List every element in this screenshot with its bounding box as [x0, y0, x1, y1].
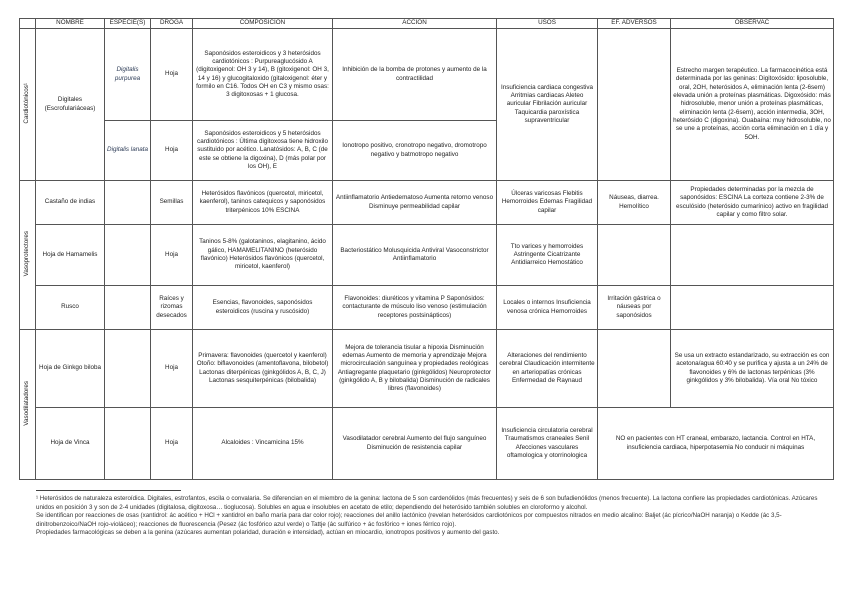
header-composicion: COMPOSICIÓN [193, 19, 333, 29]
footnotes [36, 490, 826, 538]
footnote-2: Se identifican por reacciones de osas (xantidrol: ác acético + HCl + xantidrol en baño maría para dar color rojo); reacciones del anillo lactónico (revelan heterósidos cardiotónicos por compuestos nitrados en medio alcalino: Baljet (ác pícrico/NaOH naranja) o Kedde (ác 3,5-dinitrobenzoico/NaOH rojo-violáceo); reacciones de fluorescencia (Pesez (ác fosfórico azul verde) o Tattje (ác sulfúrico + ác fosfórico + iones férrico rojo). [36, 512, 782, 528]
table-row [20, 225, 834, 286]
adversos-cell: Náuseas, diarrea. Hemolítico [598, 181, 671, 225]
observac-cell: Propiedades determinadas por la mezcla de saponósidos: ESCINA La corteza contiene 2-3% de esculósido (heterósido cumarínico) activo en fragilidad capilar y como filtro solar. [671, 181, 834, 225]
header-observac: OBSERVAC [671, 19, 834, 29]
footnote-1: ¹ Heterósidos de naturaleza esteroídica. Digitales, estrofantos, escila o convalaria. Se diferencian en el miembro de la genina: lactona de 5 son cardenólidos (más frecuentes) y seis de 6 son bufadienólidos (menos frecuente). La lactona confiere las propiedades cardiotónicas. Azúcares unidos en posición 3 y son de 2-4 unidades (digitalosa, digitoxosa… tioglucosa). Solubles en agua e insolubles en acetato de etilo; dependiendo del heterósido también solubles en cloroformo y alcohol. [36, 495, 818, 511]
especie-cell: Digitalis lanata [105, 121, 151, 181]
category-cell [20, 181, 36, 330]
table-row [20, 181, 834, 225]
header-adversos: EF. ADVERSOS [598, 19, 671, 29]
footnote-3: Propiedades farmacológicas se deben a la genina (azúcares aumentan polaridad, duración e intensidad), actúan en miocardio, ionotropos positivos y aumento del gasto. [36, 529, 500, 537]
usos-cell: Insuficiencia cardiaca congestiva Arritmias cardiacas Aleteo auricular Fibrilación auricular Taquicardia paroxística supraventricular [497, 29, 598, 181]
composicion-cell: Esencias, flavonoides, saponósidos esteroidicos (ruscina y ruscósido) [193, 286, 333, 330]
composicion-cell: Saponósidos esteroidicos y 3 heterósidos cardiotónicos : Purpureaglucósido A (digitoxigenol: OH 3 y 14), B (gitoxigenol: OH 3, 14 y 16) y glucogitaloxido (gitaloxigenol: éter y formilo en C16. Todos OH en C3 y mismo osas: 3 digitoxosas + 1 glucosa. [193, 29, 333, 121]
especie-cell [105, 408, 151, 480]
document-page [19, 18, 833, 480]
especie-cell [105, 181, 151, 225]
accion-cell: Mejora de tolerancia tisular a hipoxia Disminución edemas Aumento de memoria y aprendizaje Mejora microcirculación sanguínea y propiedades reológicas Antiagregante plaquetario (ginkgólidos) Neuroprotector (ginkgólido A, B y bilobalida) Disminución de radicales libres (flavonoides) [333, 330, 497, 408]
droga-cell: Hoja [151, 330, 193, 408]
header-usos: USOS [497, 19, 598, 29]
adversos-observac-cell: NO en pacientes con HT craneal, embarazo, lactancia. Control en HTA, insuficiencia cardiaca, hiperpotasemia No conducir ni máquinas [598, 408, 834, 480]
header-nombre: NOMBRE [36, 19, 105, 29]
accion-cell: Antiinflamatorio Antiedematoso Aumenta retorno venoso Disminuye permeabilidad capilar [333, 181, 497, 225]
observac-cell: Se usa un extracto estandarizado, su extracción es con acetona/agua 60:40 y se purifica y ajusta a un 24% de flavonoides y 6% de lactonas terpénicas (3% ginkgólidos y 3% bilobalida). Vía oral No tóxico [671, 330, 834, 408]
adversos-cell: Irritación gástrica o náuseas por saponósidos [598, 286, 671, 330]
especie-cell [105, 286, 151, 330]
header-accion: ACCIÓN [333, 19, 497, 29]
adversos-cell [598, 225, 671, 286]
usos-cell: Locales o internos Insuficiencia venosa crónica Hemorroides [497, 286, 598, 330]
observac-cell: Estrecho margen terapéutico. La farmacocinética está determinada por las geninas: Digitoxósido: liposoluble, oral, 2OH, heterósidos A, eliminación lenta (2-6sem) elevada unión a proteínas plasmáticas. Digoxósido: más hidrosoluble, menor unión a proteínas plasmáticas, eliminación lenta (2-6sem), acción intermedia, 3OH, heterósido C (digoxina). Ouabaína: muy hidrosoluble, no se une a proteínas, acción corta eliminación en 1 día y 5OH. [671, 29, 834, 181]
droga-cell: Hoja [151, 225, 193, 286]
accion-cell: Flavonoides: diuréticos y vitamina P Saponósidos: contacturante de músculo liso venoso (estimulación receptores postsinápticos) [333, 286, 497, 330]
droga-cell: Semillas [151, 181, 193, 225]
especie-cell [105, 225, 151, 286]
usos-cell: Tto varices y hemorroides Astringente Cicatrizante Antidiarreico Hemostático [497, 225, 598, 286]
adversos-cell [598, 330, 671, 408]
category-cell [20, 330, 36, 480]
accion-cell: Ionotropo positivo, cronotropo negativo, dromotropo negativo y batmotropo negativo [333, 121, 497, 181]
category-label: Vasodilatadores [23, 380, 31, 426]
droga-cell: Hoja [151, 121, 193, 181]
usos-cell: Alteraciones del rendimiento cerebral Claudicación intermitente en arteriopatías crónicas Enfermedad de Raynaud [497, 330, 598, 408]
table-row [20, 330, 834, 408]
header-droga: DROGA [151, 19, 193, 29]
composicion-cell: Heterósidos flavónicos (quercetol, miricetol, kaenferol), taninos catequicos y saponósidos triterpénicos 10% ESCINA [193, 181, 333, 225]
composicion-cell: Taninos 5-8% (galotaninos, elagitanino, ácido gálico, HAMAMELITANINO (heterósido flavónico) Heterósidos flavónicos (quercetol, miricetol, kaenferol) [193, 225, 333, 286]
category-cell [20, 29, 36, 181]
table-row [20, 408, 834, 480]
observac-cell [671, 225, 834, 286]
droga-cell: Raíces y rizomas desecados [151, 286, 193, 330]
especie-cell: Digitalis purpurea [105, 29, 151, 121]
nombre-cell: Hoja de Ginkgo biloba [36, 330, 105, 408]
especie-cell [105, 330, 151, 408]
category-label: Vasoprotectores [23, 230, 31, 277]
usos-cell: Insuficiencia circulatoria cerebral Traumatismos craneales Senil Afecciones vasculares oftamologica y otorrinologica [497, 408, 598, 480]
nombre-cell: Rusco [36, 286, 105, 330]
composicion-cell: Saponósidos esteroidicos y 5 heterósidos cardiotónicos : Última digitoxosa tiene hidroxilo sustituido por acético. Lanatósidos: A, B, C (de este se obtiene la digoxina), D (más polar por los OH), E [193, 121, 333, 181]
footnote-divider [36, 490, 181, 491]
composicion-cell: Alcaloides : Vincamicina 15% [193, 408, 333, 480]
nombre-cell: Digitales (Escrofulariáceas) [36, 29, 105, 181]
droga-cell: Hoja [151, 29, 193, 121]
accion-cell: Vasodilatador cerebral Aumento del flujo sanguíneo Disminución de resistencia capilar [333, 408, 497, 480]
observac-cell [671, 286, 834, 330]
droga-cell: Hoja [151, 408, 193, 480]
composicion-cell: Primavera: flavonoides (quercetol y kaenferol) Otoño: biflavonoides (amentoflavona, bilobetol) Lactonas diterpénicas (ginkgólidos A, B, C, J) Lactonas sesquiterpénicas (bilobalida) [193, 330, 333, 408]
category-label: Cardiotónicos¹ [23, 82, 31, 124]
table-row [20, 29, 834, 121]
adversos-cell [598, 29, 671, 181]
drug-table [19, 18, 834, 480]
nombre-cell: Hoja de Hamamelis [36, 225, 105, 286]
nombre-cell: Hoja de Vinca [36, 408, 105, 480]
accion-cell: Bacteriostático Molusquicida Antiviral Vasoconstrictor Antiinflamatorio [333, 225, 497, 286]
accion-cell: Inhibición de la bomba de protones y aumento de la contractilidad [333, 29, 497, 121]
table-row [20, 286, 834, 330]
nombre-cell: Castaño de indias [36, 181, 105, 225]
header-especie: ESPECIE(S) [105, 19, 151, 29]
header-row [20, 19, 834, 29]
usos-cell: Úlceras varicosas Flebitis Hemorroides Edemas Fragilidad capilar [497, 181, 598, 225]
header-cell-blank [20, 19, 36, 29]
